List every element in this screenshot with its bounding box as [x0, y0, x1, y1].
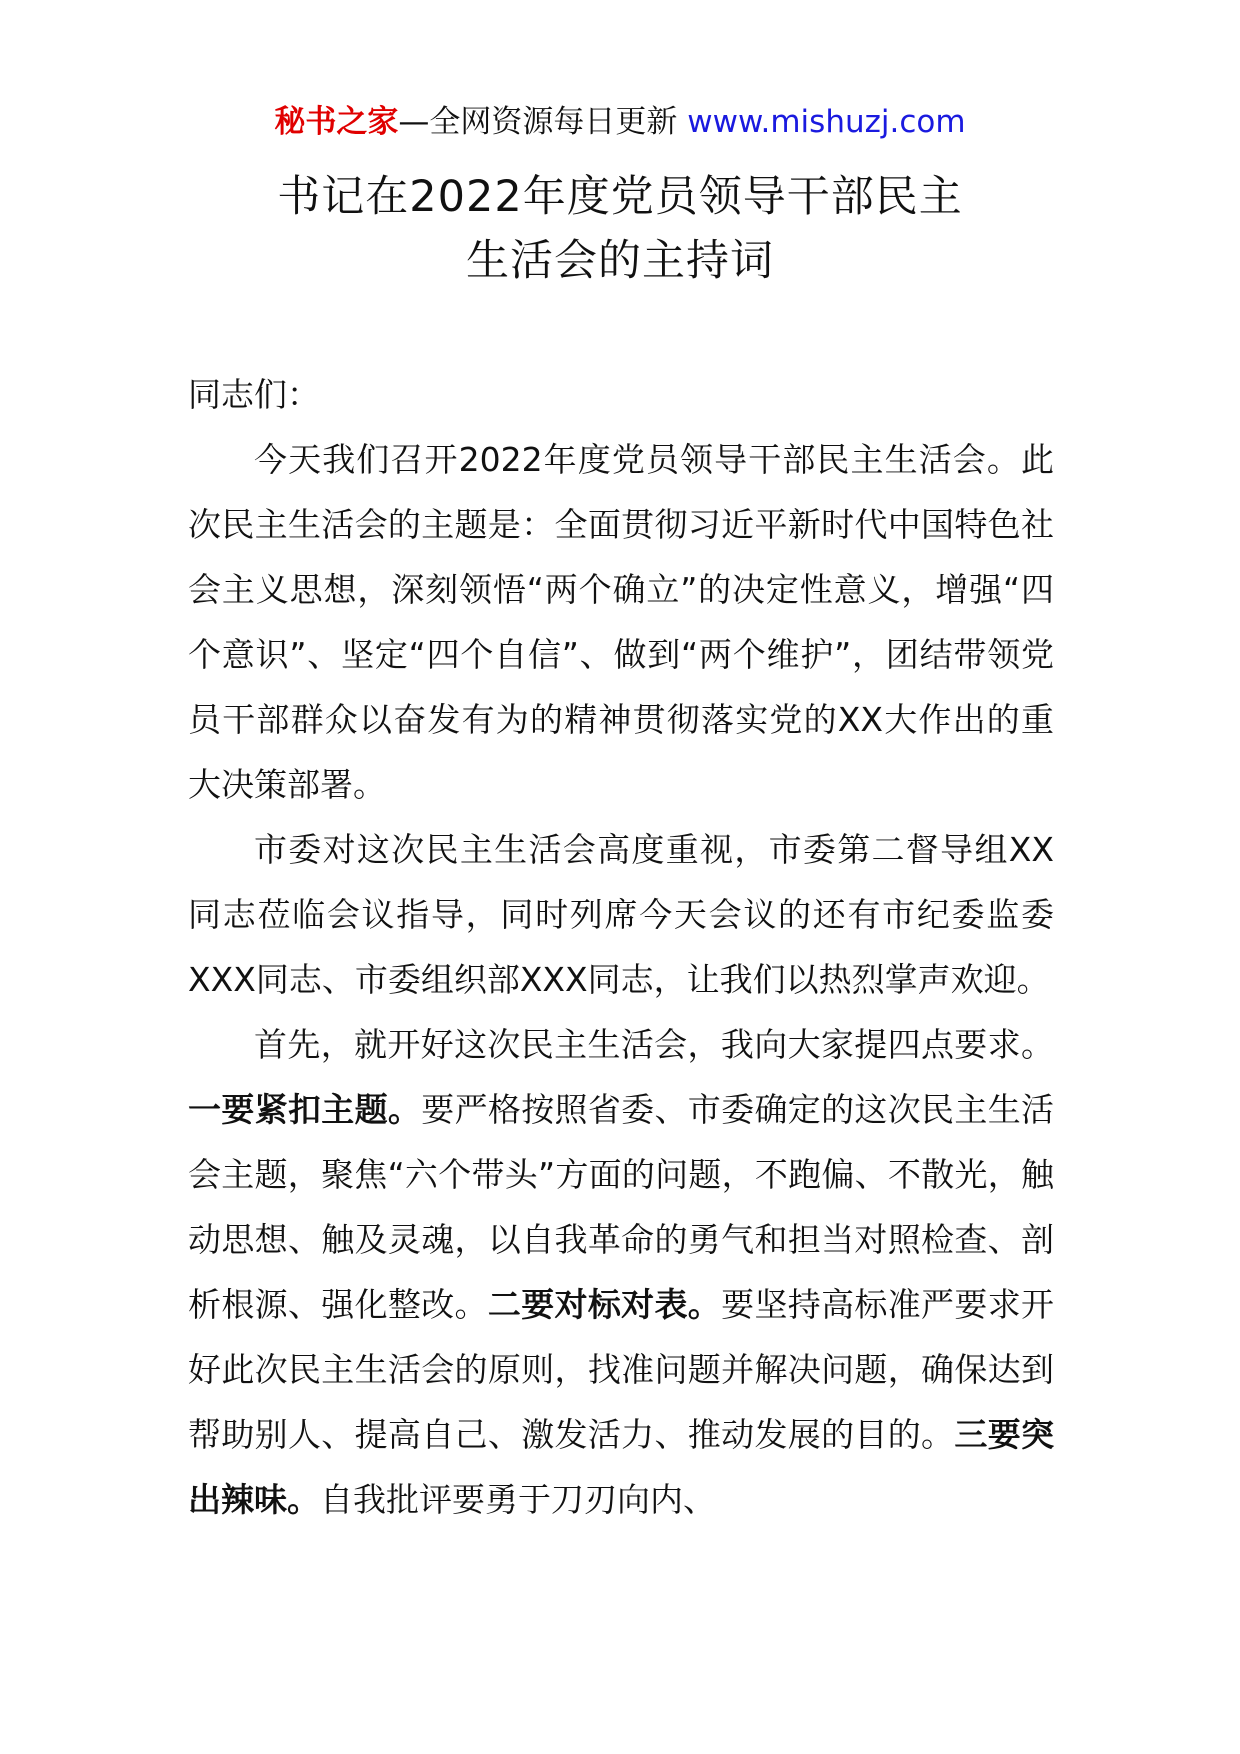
document-title — [0, 165, 1240, 293]
brand-name: 秘书之家 — [274, 104, 399, 140]
greeting: 同志们： — [188, 375, 320, 414]
paragraph-1: 今天我们召开2022年度党员领导干部民主生活会。此次民主生活会的主题是：全面贯彻习近平新时代中国特色社会主义思想，深刻领悟“两个确立”的决定性意义，增强“四个意识”、坚定“四个自信”、做到“两个维护”，团结带领党员干部群众以奋发有为的精神贯彻落实党的XX大作出的重大决策部署。 — [188, 440, 1054, 804]
requirement-2-text: 要坚持高标准严要求开好此次民主生活会的原则，找准问题并解决问题，确保达到帮助别人、提高自己、激发活力、推动发展的目的。 — [188, 1285, 1055, 1454]
banner-tagline: —全网资源每日更新 — [398, 104, 678, 140]
paragraph-2: 市委对这次民主生活会高度重视，市委第二督导组XX同志莅临会议指导，同时列席今天会议的还有市纪委监委XXX同志、市委组织部XXX同志，让我们以热烈掌声欢迎。 — [188, 830, 1054, 999]
requirement-2-heading: 二要对标对表。 — [487, 1285, 722, 1324]
title-line-2: 生活会的主持词 — [466, 236, 774, 286]
paragraph-3 — [188, 1012, 1054, 1532]
document-body — [188, 362, 1054, 1532]
requirement-1-text: 要严格按照省委、市委确定的这次民主生活会主题，聚焦“六个带头”方面的问题，不跑偏、不散光，触动思想、触及灵魂，以自我革命的勇气和担当对照检查、剖析根源、强化整改。 — [188, 1090, 1055, 1324]
requirement-3-heading: 三要突出辣味。 — [188, 1415, 1055, 1519]
requirement-1-heading: 一要紧扣主题。 — [188, 1090, 422, 1129]
site-url-link[interactable]: www.mishuzj.com — [687, 104, 966, 140]
site-banner — [0, 100, 1240, 144]
requirement-3-text: 自我批评要勇于刀刃向内、 — [320, 1480, 716, 1519]
title-line-1: 书记在2022年度党员领导干部民主 — [277, 172, 963, 222]
paragraph-3-intro: 首先，就开好这次民主生活会，我向大家提四点要求。 — [254, 1025, 1054, 1064]
